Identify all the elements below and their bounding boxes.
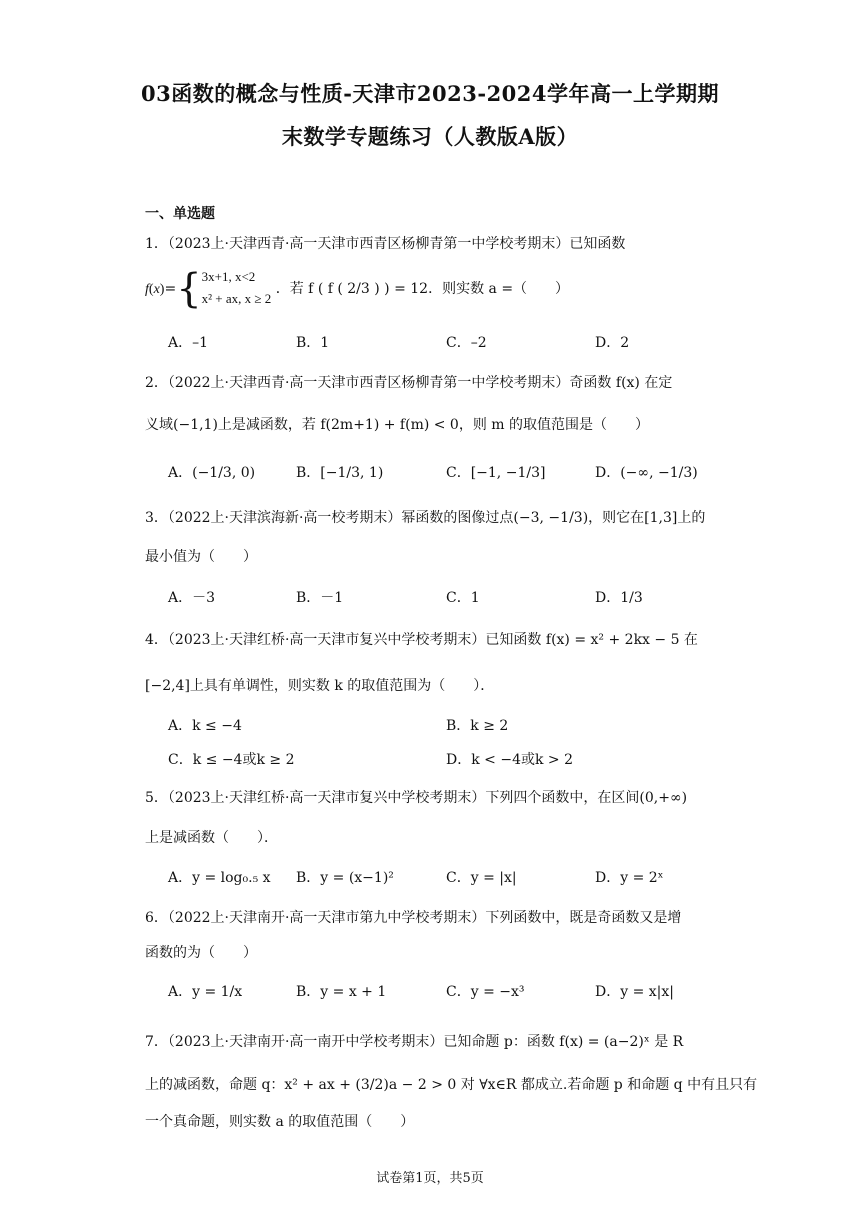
q4-option-b: B．k ≥ 2 (446, 718, 509, 734)
question-7-text-3: 一个真命题，则实数 a 的取值范围（ ） (145, 1114, 415, 1130)
q2-option-d: D．(−∞, −1/3) (595, 465, 698, 481)
piece-b: x² + ax, x ≥ 2 (201, 291, 272, 306)
q5-option-a: A．y = log₀.₅ x (168, 870, 271, 886)
q4-option-c: C．k ≤ −4或k ≥ 2 (168, 752, 295, 768)
question-5-text-2: 上是减函数（ ）． (145, 830, 278, 846)
page-title-line1: 03函数的概念与性质-天津市2023-2024学年高一上学期期 (140, 81, 720, 106)
question-2-text-1: 2．（2022上·天津西青·高一天津市西青区杨柳青第一中学校考期末）奇函数 f(x) 在定 (145, 375, 673, 391)
question-1-formula: f(x)={3x+1, x<2 x² + ax, x ≥ 2 ．若 f ( f ( 2/3 ) ) = 12．则实数 a =（ ） (145, 266, 570, 312)
q1-option-d: D．2 (595, 335, 630, 351)
question-1-text: 1．（2023上·天津西青·高一天津市西青区杨柳青第一中学校考期末）已知函数 (145, 236, 626, 252)
q1-option-a: A．–1 (168, 335, 209, 351)
q5-option-d: D．y = 2ˣ (595, 870, 664, 886)
q6-option-b: B．y = x + 1 (296, 984, 387, 1000)
page-footer: 试卷第1页，共5页 (376, 1171, 484, 1186)
q2-option-a: A．(−1/3, 0) (168, 465, 256, 481)
q6-option-a: A．y = 1/x (168, 984, 243, 1000)
question-3-text-2: 最小值为（ ） (145, 549, 257, 565)
question-5-text-1: 5．（2023上·天津红桥·高一天津市复兴中学校考期末）下列四个函数中，在区间(0,+∞) (145, 790, 688, 806)
q3-option-c: C．1 (446, 590, 480, 606)
question-3-text-1: 3．（2022上·天津滨海新·高一校考期末）幂函数的图像过点(−3, −1/3)，则它在[1,3]上的 (145, 510, 706, 526)
q2-option-b: B．[−1/3, 1) (296, 465, 384, 481)
page-title-line2: 末数学专题练习（人教版A版） (281, 124, 579, 149)
question-4-text-1: 4．（2023上·天津红桥·高一天津市复兴中学校考期末）已知函数 f(x) = x² + 2kx − 5 在 (145, 632, 698, 648)
q6-option-c: C．y = −x³ (446, 984, 525, 1000)
q4-option-a: A．k ≤ −4 (168, 718, 242, 734)
q2-option-c: C．[−1, −1/3] (446, 465, 546, 481)
question-4-text-2: [−2,4]上具有单调性，则实数 k 的取值范围为（ ）． (145, 678, 495, 694)
q1-option-b: B．1 (296, 335, 330, 351)
q3-option-a: A．－3 (168, 590, 216, 606)
q4-option-d: D．k < −4或k > 2 (446, 752, 573, 768)
q3-option-d: D．1/3 (595, 590, 643, 606)
question-7-text-2: 上的减函数，命题 q：x² + ax + (3/2)a − 2 > 0 对 ∀x∈R 都成立.若命题 p 和命题 q 中有且只有 (145, 1077, 758, 1093)
question-7-text-1: 7．（2023上·天津南开·高一南开中学校考期末）已知命题 p：函数 f(x) = (a−2)ˣ 是 R (145, 1034, 684, 1050)
piece-a: 3x+1, x<2 (201, 269, 256, 285)
q1-option-c: C．–2 (446, 335, 487, 351)
q3-option-b: B．－1 (296, 590, 344, 606)
q5-option-c: C．y = |x| (446, 870, 517, 886)
question-6-text-1: 6．（2022上·天津南开·高一天津市第九中学校考期末）下列函数中，既是奇函数又是增 (145, 910, 682, 926)
q6-option-d: D．y = x|x| (595, 984, 674, 1000)
question-2-text-2: 义域(−1,1)上是减函数，若 f(2m+1) + f(m) < 0，则 m 的取值范围是（ ） (145, 417, 650, 433)
question-6-text-2: 函数的为（ ） (145, 945, 257, 961)
question-1-tail: ．若 f ( f ( 2/3 ) ) = 12．则实数 a =（ ） (275, 281, 570, 297)
section-heading: 一、单选题 (145, 206, 215, 222)
q5-option-b: B．y = (x−1)² (296, 870, 394, 886)
